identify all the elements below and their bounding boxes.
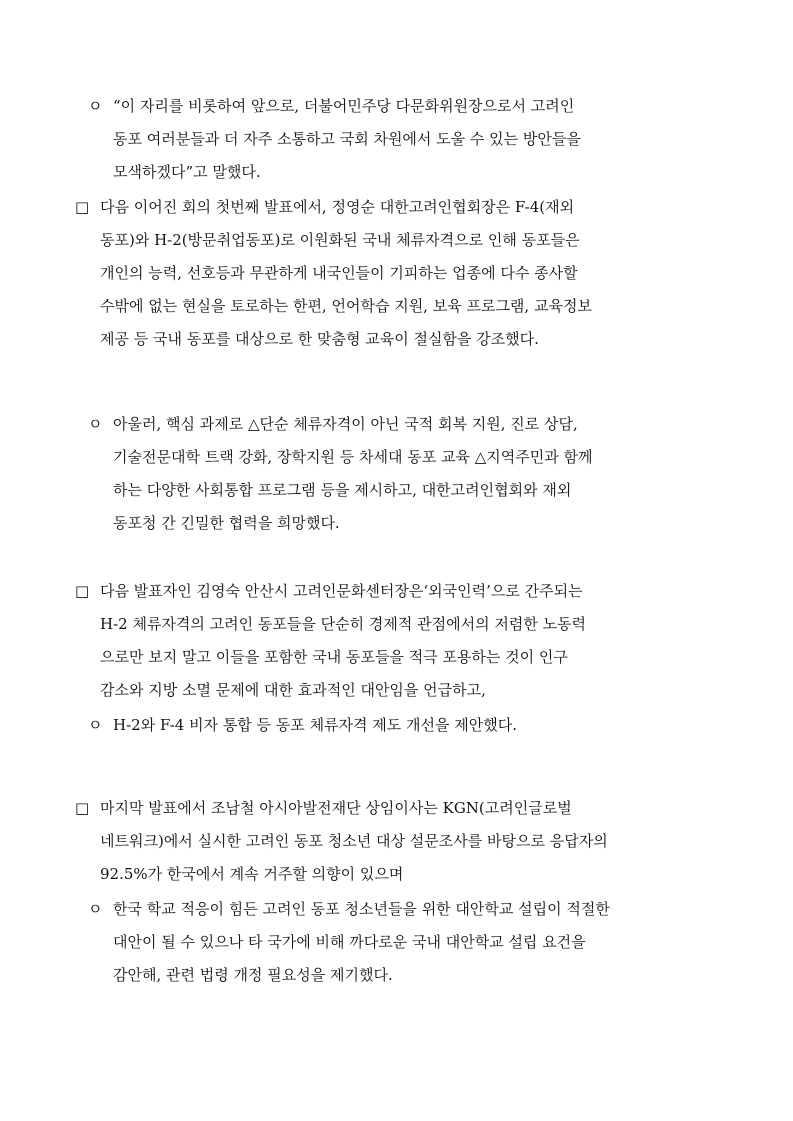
paragraph-line: 모색하겠다”고 말했다. xyxy=(113,163,261,181)
circle-bullet: ㅇ xyxy=(88,716,103,734)
paragraph-2 xyxy=(75,191,592,356)
paragraph-line: 동포청 간 긴밀한 협력을 희망했다. xyxy=(113,514,340,532)
square-bullet: □ xyxy=(75,799,90,817)
paragraph-line: 아울러, 핵심 과제로 △단순 체류자격이 아닌 국적 회복 지원, 진로 상담, xyxy=(113,415,578,433)
paragraph-6 xyxy=(75,792,608,891)
circle-bullet: ㅇ xyxy=(88,900,103,918)
square-bullet: □ xyxy=(75,582,90,600)
paragraph-line: 한국 학교 적응이 힘든 고려인 동포 청소년들을 위한 대안학교 설립이 적절한 xyxy=(113,900,610,918)
circle-bullet: ㅇ xyxy=(88,97,103,115)
paragraph-line: 92.5%가 한국에서 계속 거주할 의향이 있으며 xyxy=(100,865,404,883)
paragraph-line: H-2와 F-4 비자 통합 등 동포 체류자격 제도 개선을 제안했다. xyxy=(113,716,518,734)
paragraph-line: 네트워크)에서 실시한 고려인 동포 청소년 대상 설문조사를 바탕으로 응답자의 xyxy=(100,832,608,850)
paragraph-line: 감소와 지방 소멸 문제에 대한 효과적인 대안임을 언급하고, xyxy=(100,681,486,699)
paragraph-line: 으로만 보지 말고 이들을 포함한 국내 동포들을 적극 포용하는 것이 인구 xyxy=(100,648,568,666)
paragraph-line: 하는 다양한 사회통합 프로그램 등을 제시하고, 대한고려인협회와 재외 xyxy=(113,481,572,499)
paragraph-line: 다음 이어진 회의 첫번째 발표에서, 정영순 대한고려인협회장은 F-4(재외 xyxy=(100,198,575,216)
paragraph-line: 대안이 될 수 있으나 타 국가에 비해 까다로운 국내 대안학교 설립 요건을 xyxy=(113,933,586,951)
paragraph-line: 수밖에 없는 현실을 토로하는 한편, 언어학습 지원, 보육 프로그램, 교육정보 xyxy=(100,297,592,315)
paragraph-line: “이 자리를 비롯하여 앞으로, 더불어민주당 다문화위원장으로서 고려인 xyxy=(113,97,575,115)
paragraph-line: H-2 체류자격의 고려인 동포들을 단순히 경제적 관점에서의 저렴한 노동력 xyxy=(100,615,587,633)
circle-bullet: ㅇ xyxy=(88,415,103,433)
paragraph-7 xyxy=(88,893,610,992)
paragraph-line: 제공 등 국내 동포를 대상으로 한 맞춤형 교육이 절실함을 강조했다. xyxy=(100,330,539,348)
paragraph-line: 감안해, 관련 법령 개정 필요성을 제기했다. xyxy=(113,966,393,984)
paragraph-5 xyxy=(88,709,517,742)
paragraph-line: 다음 발표자인 김영숙 안산시 고려인문화센터장은‘외국인력’으로 간주되는 xyxy=(100,582,583,600)
paragraph-line: 동포 여러분들과 더 자주 소통하고 국회 차원에서 도울 수 있는 방안들을 xyxy=(113,130,581,148)
paragraph-4 xyxy=(75,575,586,707)
paragraph-line: 개인의 능력, 선호등과 무관하게 내국인들이 기피하는 업종에 다수 종사할 xyxy=(100,264,578,282)
paragraph-line: 마지막 발표에서 조남철 아시아발전재단 상임이사는 KGN(고려인글로벌 xyxy=(100,799,572,817)
paragraph-line: 동포)와 H-2(방문취업동포)로 이원화된 국내 체류자격으로 인해 동포들은 xyxy=(100,231,580,249)
paragraph-1 xyxy=(88,90,581,189)
paragraph-line: 기술전문대학 트랙 강화, 장학지원 등 차세대 동포 교육 △지역주민과 함께 xyxy=(113,448,593,466)
square-bullet: □ xyxy=(75,198,90,216)
paragraph-3 xyxy=(88,408,592,540)
